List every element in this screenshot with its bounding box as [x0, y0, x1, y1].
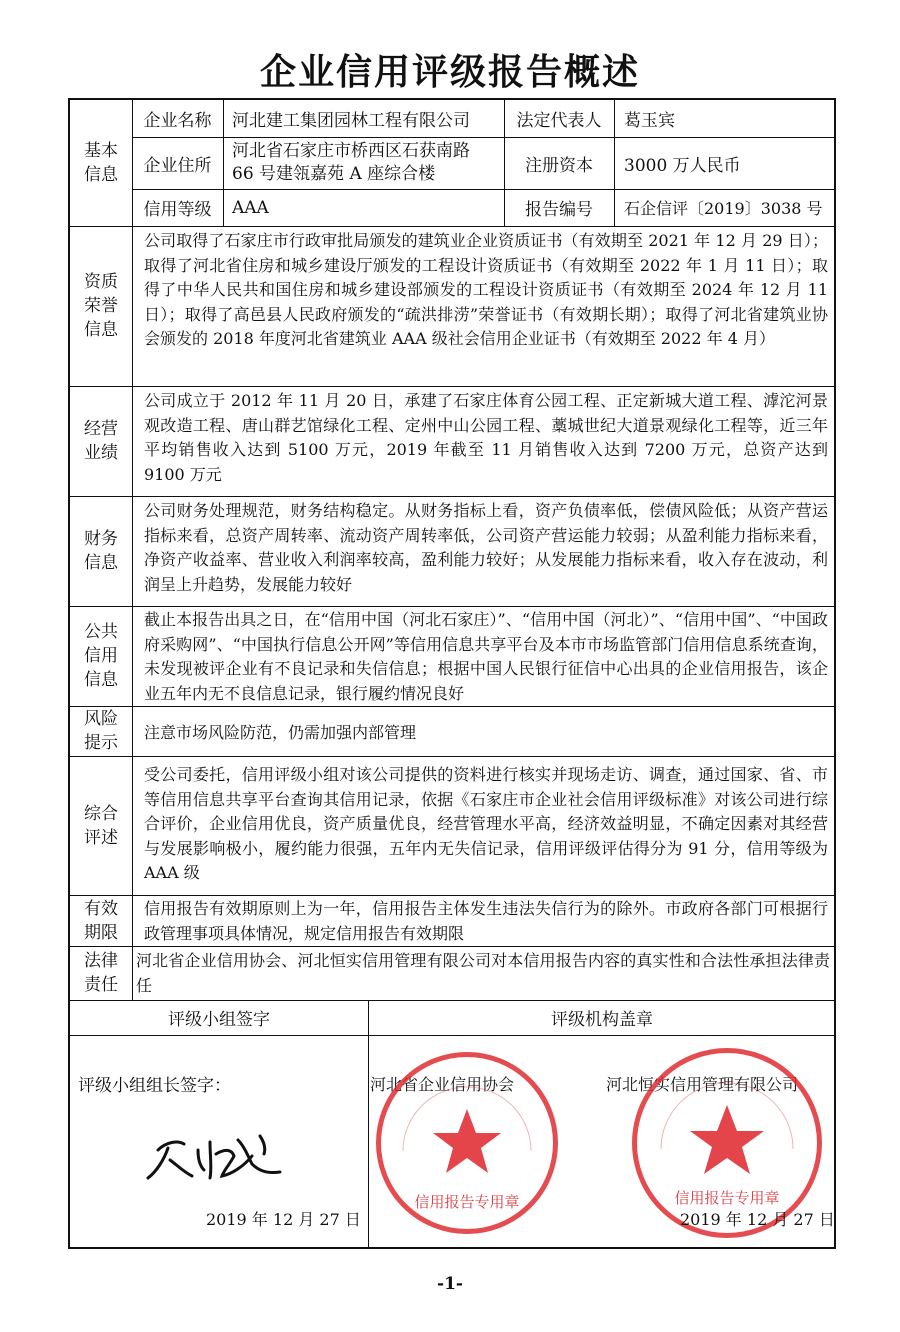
address-value [232, 137, 504, 189]
report-number-label: 报告编号 [525, 200, 593, 220]
qualification-label: 资质荣誉信息 [84, 272, 118, 340]
page-number: -1- [437, 1274, 463, 1294]
legal-rep-value: 葛玉宾 [624, 111, 675, 131]
document-title: 企业信用评级报告概述 [259, 52, 640, 93]
public-credit-text: 截止本报告出具之日，在“信用中国（河北石家庄）”、“信用中国（河北）”、“信用中国”、“中国政府采购网”、“中国执行信息公开网”等信用信息共享平台及本市市场监管部门信用信息系统查询，未发现被评企业有不良记录和失信信息；根据中国人民银行征信中心出具的企业信用报告，该企业五年内无不良信息记录，银行履约情况良好 [144, 610, 828, 703]
performance-label: 经营业绩 [84, 419, 118, 463]
address-label: 企业住所 [143, 155, 212, 176]
credit-company-seal-caption: 信用报告专用章 [674, 1189, 780, 1207]
team-leader-signature-label: 评级小组组长签字： [78, 1075, 231, 1096]
validity-label: 有效期限 [84, 898, 118, 943]
association-seal-caption: 信用报告专用章 [414, 1193, 520, 1211]
credit-grade-value: AAA [232, 197, 269, 218]
finance-label: 财务信息 [84, 529, 118, 573]
company-name-label: 企业名称 [143, 111, 212, 131]
seal-star-icon [433, 1109, 501, 1173]
registered-capital-label: 注册资本 [525, 155, 593, 176]
address-line-1: 河北省石家庄市桥西区石获南路 [232, 141, 470, 161]
handwritten-signature [140, 1120, 290, 1190]
basic-info-label: 基本信息 [84, 141, 118, 185]
report-table [68, 98, 836, 1249]
legal-rep-label: 法定代表人 [516, 111, 602, 131]
registered-capital-value: 3000 万人民币 [624, 155, 741, 176]
seal-star-icon [690, 1105, 764, 1174]
team-sign-date: 2019 年 12 月 27 日 [206, 1209, 361, 1229]
rating-agency-header: 评级机构盖章 [551, 1010, 653, 1030]
agency-2-name: 河北恒实信用管理有限公司 [606, 1074, 799, 1094]
credit-grade-label: 信用等级 [143, 200, 212, 220]
report-number-value: 石企信评〔2019〕3038 号 [624, 199, 823, 218]
overall-review-text: 受公司委托，信用评级小组对该公司提供的资料进行核实并现场走访、调查，通过国家、省、市等信用信息共享平台查询其信用记录，依据《石家庄市企业社会信用评级标准》对该公司进行综合评价，企业信用优良，资产质量优良，经营管理水平高，经济效益明显，不确定因素对其经营与发展影响极小，履约能力很强，五年内无失信记录，信用评级评估得分为 91 分，信用等级为 AAA 级 [144, 765, 828, 882]
rating-team-header: 评级小组签字 [168, 1010, 270, 1030]
address-line-2: 66 号建瓴嘉苑 A 座综合楼 [232, 164, 436, 184]
association-seal [376, 1052, 558, 1234]
risk-label: 风险提示 [84, 709, 118, 753]
agency-1-name: 河北省企业信用协会 [370, 1074, 515, 1094]
legal-label: 法律责任 [84, 951, 118, 995]
risk-text: 注意市场风险防范，仍需加强内部管理 [144, 722, 417, 742]
overall-review-label: 综合评述 [84, 803, 118, 848]
company-name-value: 河北建工集团园林工程有限公司 [232, 111, 470, 131]
association-seal-graphic [381, 1057, 553, 1229]
public-credit-label: 公共信用信息 [84, 622, 118, 690]
legal-text: 河北省企业信用协会、河北恒实信用管理有限公司对本信用报告内容的真实性和合法性承担法律责任 [136, 951, 830, 995]
qualification-text: 公司取得了石家庄市行政审批局颁发的建筑业企业资质证书（有效期至 2021 年 12 月 29 日）；取得了河北省住房和城乡建设厅颁发的工程设计资质证书（有效期至 2022 年 1 月 11 日）；取得了中华人民共和国住房和城乡建设部颁发的工程设计资质证书（有效期至 2024 年 12 月 11 日）；取得了高邑县人民政府颁发的“疏洪排涝”荣誉证书（有效期长期）；取得了河北省建筑业协会颁发的 2018 年度河北省建筑业 AAA 级社会信用企业证书（有效期至 2022 年 4 月） [144, 231, 828, 348]
agency-sign-date: 2019 年 12 月 27 日 [680, 1209, 835, 1229]
finance-text: 公司财务处理规范，财务结构稳定。从财务指标上看，资产负债率低，偿债风险低；从资产营运指标来看，总资产周转率、流动资产周转率低，公司资产营运能力较弱；从盈利能力指标来看，净资产收益率、营业收入利润率较高，盈利能力较好；从发展能力指标来看，收入存在波动，利润呈上升趋势，发展能力较好 [144, 501, 828, 594]
validity-text: 信用报告有效期原则上为一年，信用报告主体发生违法失信行为的除外。市政府各部门可根据行政管理事项具体情况，规定信用报告有效期限 [144, 899, 828, 943]
performance-text: 公司成立于 2012 年 11 月 20 日，承建了石家庄体育公园工程、正定新城大道工程、滹沱河景观改造工程、唐山群艺馆绿化工程、定州中山公园工程、藁城世纪大道景观绿化工程等，近三年平均销售收入达到 5100 万元，2019 年截至 11 月销售收入达到 7200 万元，总资产达到 9100 万元 [144, 391, 828, 484]
